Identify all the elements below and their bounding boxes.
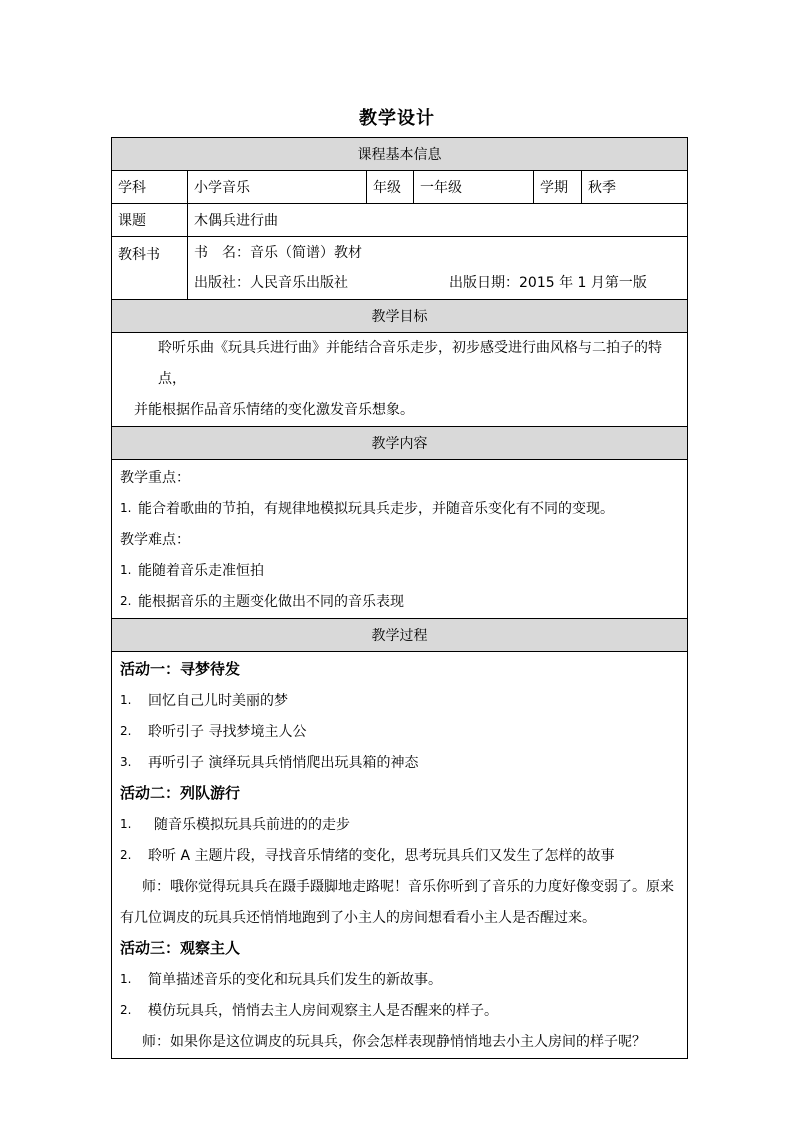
item-text: 能合着歌曲的节拍，有规律地模拟玩具兵走步，并随音乐变化有不同的变现。 bbox=[138, 500, 614, 517]
book-publisher-row bbox=[194, 267, 687, 297]
activity-1-item bbox=[120, 746, 679, 777]
item-text: 聆听引子 寻找梦境主人公 bbox=[148, 723, 307, 740]
activity-3-item bbox=[120, 963, 679, 994]
activity-1-item bbox=[120, 715, 679, 746]
process-text bbox=[112, 652, 688, 1058]
item-text: 再听引子 演绎玩具兵悄悄爬出玩具箱的神态 bbox=[148, 754, 419, 771]
item-number: 3. bbox=[120, 754, 132, 769]
subject-value: 小学音乐 bbox=[188, 171, 367, 203]
topic-label: 课题 bbox=[112, 204, 188, 236]
section-title: 教学过程 bbox=[112, 619, 688, 651]
item-number: 1. bbox=[120, 500, 132, 515]
item-number: 1. bbox=[120, 816, 132, 831]
topic-value: 木偶兵进行曲 bbox=[188, 204, 688, 236]
item-text: 能根据音乐的主题变化做出不同的音乐表现 bbox=[138, 593, 404, 610]
item-number: 2. bbox=[120, 1002, 132, 1017]
objectives-text bbox=[112, 333, 688, 426]
term-label: 学期 bbox=[534, 171, 582, 203]
book-publisher: 出版社：人民音乐出版社 bbox=[194, 275, 348, 291]
lesson-table bbox=[111, 137, 688, 1059]
objectives-line-1: 聆听乐曲《玩具兵进行曲》并能结合音乐走步，初步感受进行曲风格与二拍子的特点， bbox=[158, 340, 662, 387]
item-number: 1. bbox=[120, 692, 132, 707]
section-title: 教学目标 bbox=[112, 300, 688, 332]
item-number: 1. bbox=[120, 562, 132, 577]
item-number: 1. bbox=[120, 971, 132, 986]
info-row-topic bbox=[112, 204, 688, 237]
activity-2-title: 活动二：列队游行 bbox=[120, 784, 241, 802]
activity-2-item bbox=[120, 808, 679, 839]
item-text: 简单描述音乐的变化和玩具兵们发生的新故事。 bbox=[148, 971, 442, 988]
activity-1-title: 活动一：寻梦待发 bbox=[120, 660, 241, 678]
section-header-basic-info bbox=[112, 138, 688, 171]
activity-3-item bbox=[120, 994, 679, 1025]
section-title: 教学内容 bbox=[112, 427, 688, 459]
section-title: 课程基本信息 bbox=[112, 138, 688, 170]
grade-value: 一年级 bbox=[414, 171, 534, 203]
teacher-remark-continued: 有几位调皮的玩具兵还悄悄地跑到了小主人的房间想看看小主人是否醒过来。 bbox=[120, 909, 596, 926]
item-text: 聆听 A 主题片段，寻找音乐情绪的变化，思考玩具兵们又发生了怎样的故事 bbox=[148, 847, 615, 864]
textbook-details bbox=[188, 237, 688, 299]
subject-label: 学科 bbox=[112, 171, 188, 203]
key-point-item bbox=[120, 492, 679, 523]
process-body bbox=[112, 652, 688, 1059]
info-row-textbook bbox=[112, 237, 688, 300]
item-number: 2. bbox=[120, 593, 132, 608]
term-value: 秋季 bbox=[582, 171, 688, 203]
textbook-label: 教科书 bbox=[112, 237, 188, 299]
item-text: 模仿玩具兵，悄悄去主人房间观察主人是否醒来的样子。 bbox=[148, 1002, 498, 1019]
difficult-point-item bbox=[120, 554, 679, 585]
item-number: 2. bbox=[120, 847, 132, 862]
objectives-line-2: 并能根据作品音乐情绪的变化激发音乐想象。 bbox=[134, 402, 414, 418]
book-name: 书 名：音乐（简谱）教材 bbox=[194, 245, 362, 261]
item-text: 能随着音乐走准恒拍 bbox=[138, 562, 264, 579]
teacher-remark: 师：如果你是这位调皮的玩具兵，你会怎样表现静悄悄地去小主人房间的样子呢？ bbox=[142, 1033, 646, 1050]
item-number: 2. bbox=[120, 723, 132, 738]
key-points-label: 教学重点： bbox=[120, 469, 190, 486]
content-text bbox=[112, 460, 688, 618]
objectives-body bbox=[112, 333, 688, 427]
activity-1-item bbox=[120, 684, 679, 715]
activity-2-item bbox=[120, 839, 679, 870]
document-title: 教学设计 bbox=[359, 108, 435, 129]
section-header-process bbox=[112, 619, 688, 652]
activity-3-title: 活动三：观察主人 bbox=[120, 939, 241, 957]
section-header-content bbox=[112, 427, 688, 460]
section-header-objectives bbox=[112, 300, 688, 333]
content-body bbox=[112, 460, 688, 619]
info-row-subject bbox=[112, 171, 688, 204]
book-pub-date: 出版日期：2015 年 1 月第一版 bbox=[449, 275, 647, 291]
item-text: 回忆自己儿时美丽的梦 bbox=[148, 692, 288, 709]
grade-label: 年级 bbox=[367, 171, 414, 203]
item-text: 随音乐模拟玩具兵前进的的走步 bbox=[154, 816, 350, 833]
difficult-point-item bbox=[120, 585, 679, 616]
teacher-remark: 师：哦你觉得玩具兵在蹑手蹑脚地走路呢！音乐你听到了音乐的力度好像变弱了。原来 bbox=[142, 878, 674, 895]
difficult-points-label: 教学难点： bbox=[120, 531, 190, 548]
